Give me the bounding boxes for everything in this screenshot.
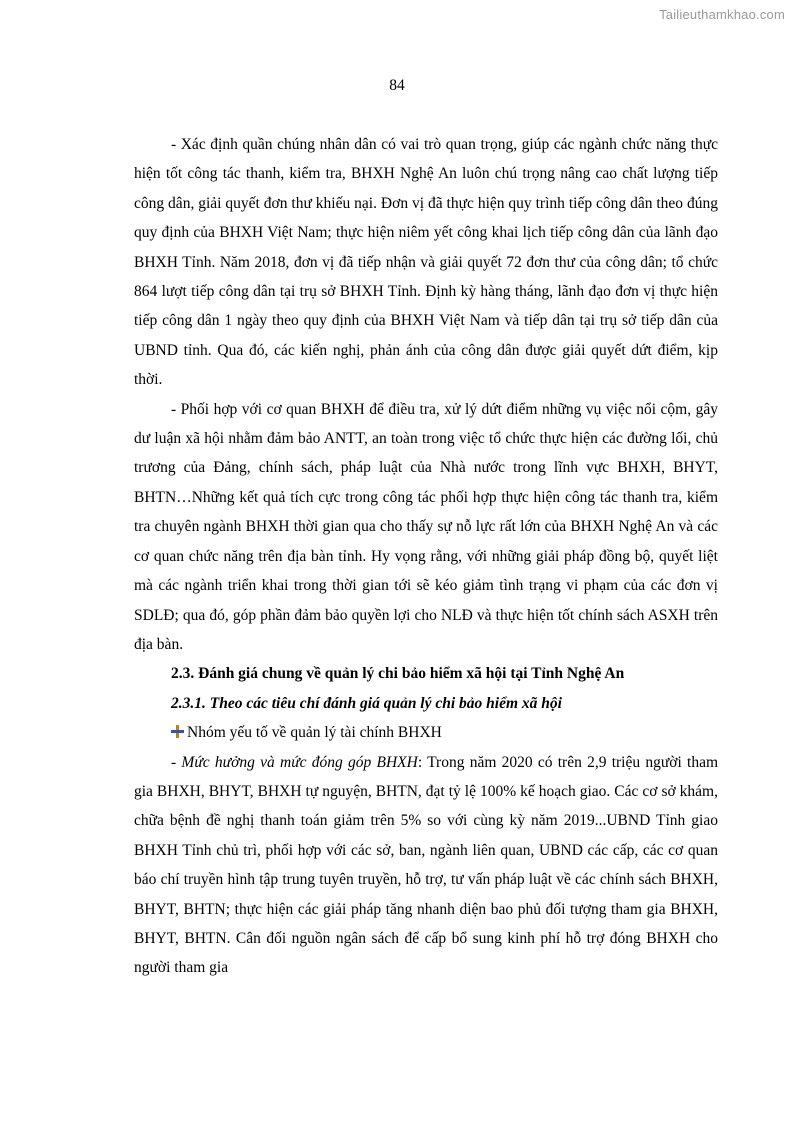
paragraph-prefix: -: [171, 753, 182, 771]
paragraph-citizen-reception: - Xác định quần chúng nhân dân có vai trò quan trọng, giúp các ngành chức năng thực hiện tốt công tác thanh, kiểm tra, BHXH Nghệ An luôn chú trọng nâng cao chất lượng tiếp công dân, giải quyết đơn thư khiếu nại. Đơn vị đã thực hiện quy trình tiếp công dân theo đúng quy định của BHXH Việt Nam; thực hiện niêm yết công khai lịch tiếp công dân của lãnh đạo BHXH Tỉnh. Năm 2018, đơn vị đã tiếp nhận và giải quyết 72 đơn thư của công dân; tổ chức 864 lượt tiếp công dân tại trụ sở BHXH Tỉnh. Định kỳ hàng tháng, lãnh đạo đơn vị thực hiện tiếp công dân 1 ngày theo quy định của BHXH Việt Nam và tiếp dân tại trụ sở tiếp dân của UBND tỉnh. Qua đó, các kiến nghị, phản ánh của công dân được giải quyết dứt điểm, kịp thời.: [134, 136, 718, 389]
paragraph-coordination: - Phối hợp với cơ quan BHXH để điều tra, xử lý dứt điểm những vụ việc nổi cộm, gây dư luận xã hội nhằm đảm bảo ANTT, an toàn trong việc tổ chức thực hiện các đường lối, chủ trương của Đảng, chính sách, pháp luật của Nhà nước trong lĩnh vực BHXH, BHYT, BHTN…Những kết quả tích cực trong công tác phối hợp thực hiện công tác thanh tra, kiểm tra chuyên ngành BHXH thời gian qua cho thấy sự nỗ lực rất lớn của BHXH Nghệ An và các cơ quan chức năng trên địa bàn tỉnh. Hy vọng rằng, với những giải pháp đồng bộ, quyết liệt mà các ngành triển khai trong thời gian tới sẽ kéo giảm tình trạng vi phạm của các đơn vị SDLĐ; qua đó, góp phần đảm bảo quyền lợi cho NLĐ và thực hiện tốt chính sách ASXH trên địa bàn.: [134, 400, 718, 653]
subsection-heading: 2.3.1. Theo các tiêu chí đánh giá quản lý chi bảo hiểm xã hội: [171, 694, 562, 712]
bullet-icon: [171, 725, 184, 738]
paragraph-benefit-levels: [134, 748, 718, 983]
watermark: Tailieuthamkhao.com: [659, 7, 785, 22]
paragraph-italic-term: Mức hưởng và mức đóng góp BHXH: [181, 753, 418, 771]
bullet-text: Nhóm yếu tố về quản lý tài chính BHXH: [187, 724, 442, 742]
paragraph-body: : Trong năm 2020 có trên 2,9 triệu người tham gia BHXH, BHYT, BHXH tự nguyện, BHTN, đạt tỷ lệ 100% kế hoạch giao. Các cơ sở khám, chữa bệnh đề nghị thanh toán giảm trên 5% so với cùng kỳ năm 2019...UBND Tỉnh giao BHXH Tỉnh chủ trì, phối hợp với các sở, ban, ngành liên quan, UBND các cấp, các cơ quan báo chí truyền hình tập trung tuyên truyền, hỗ trợ, tư vấn pháp luật về các chính sách BHXH, BHYT, BHTN; thực hiện các giải pháp tăng nhanh diện bao phủ đối tượng tham gia BHXH, BHYT, BHTN. Cân đối nguồn ngân sách để cấp bổ sung kinh phí hỗ trợ đóng BHXH cho người tham gia: [134, 753, 718, 977]
bullet-item: [134, 718, 718, 747]
section-heading: 2.3. Đánh giá chung về quản lý chi bảo hiểm xã hội tại Tỉnh Nghệ An: [171, 665, 625, 683]
page-number: 84: [389, 77, 405, 94]
document-body: [134, 130, 718, 983]
